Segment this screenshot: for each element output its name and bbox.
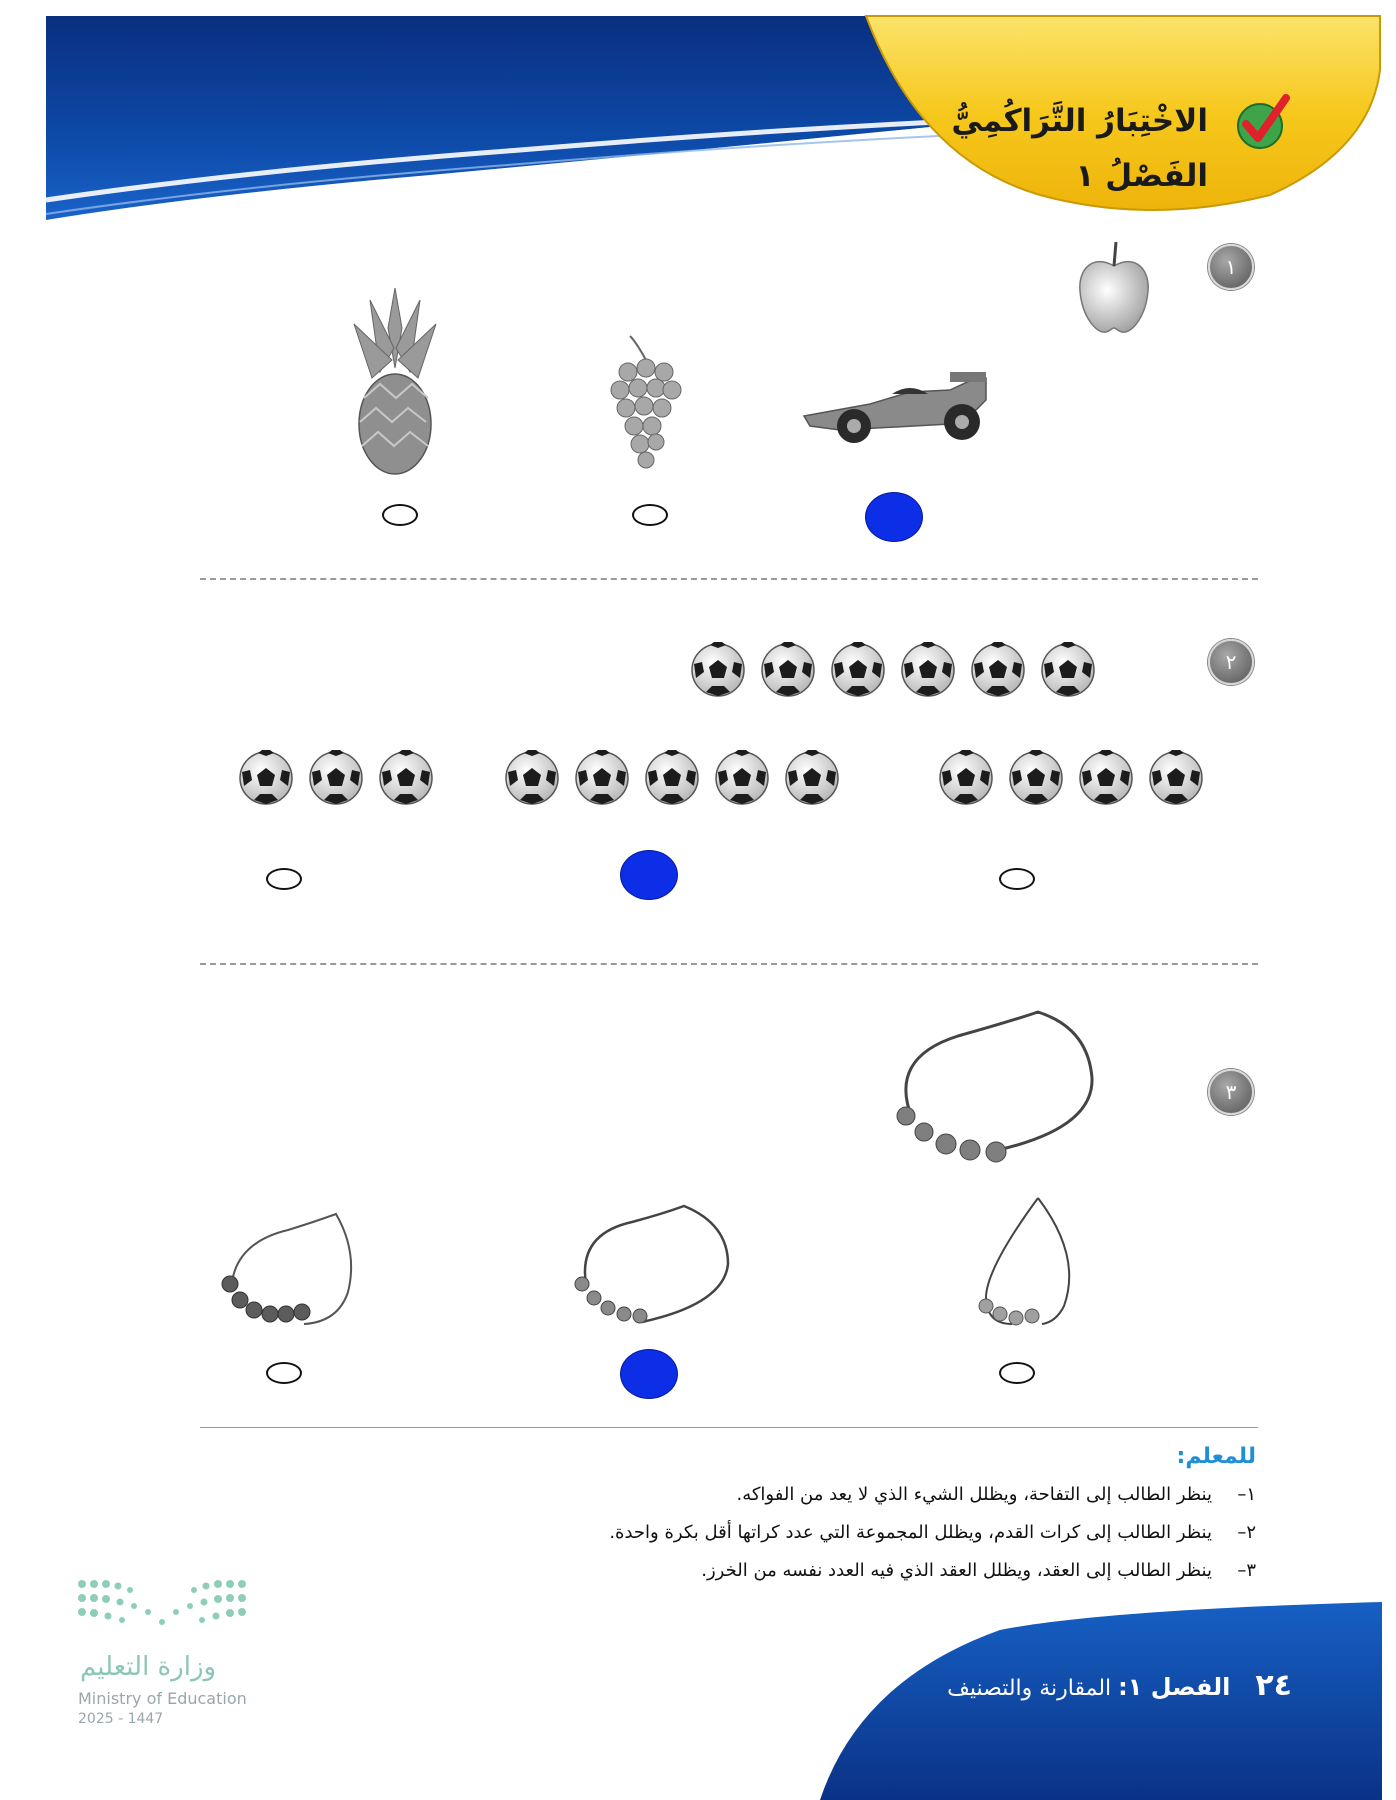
question-number-1: ١ [1208,244,1254,290]
option-a-soccer-ball-icon [1148,750,1204,806]
teacher-note-1 [736,1484,1256,1505]
pineapple-icon [350,288,440,478]
ministry-year: 2025 - 1447 [78,1711,164,1727]
option-b-soccer-ball-icon [504,750,560,806]
option-a-soccer-ball-icon [938,750,994,806]
prompt-soccer-ball-icon [690,642,746,698]
checkmark-icon [1232,92,1292,152]
teacher-note-3 [701,1560,1256,1581]
prompt-soccer-ball-icon [760,642,816,698]
answer-bubble-q2-c[interactable] [266,868,302,890]
race-car-icon [800,370,990,450]
prompt-soccer-ball-icon [1040,642,1096,698]
prompt-soccer-ball-icon [900,642,956,698]
teacher-note-number: ١– [1237,1484,1256,1505]
answer-bubble-q1-b[interactable] [632,504,668,526]
teacher-note-number: ٣– [1237,1560,1256,1581]
option-b-soccer-ball-icon [574,750,630,806]
answer-bubble-q1-c[interactable] [382,504,418,526]
test-title: الاخْتِبَارُ التَّرَاكُمِيُّ [951,103,1208,139]
answer-bubble-q2-a[interactable] [999,868,1035,890]
option-a-soccer-ball-icon [1008,750,1064,806]
ministry-name-ar: وزارة التعليم [80,1652,217,1682]
option-b-soccer-ball-icon [644,750,700,806]
section-divider [200,578,1258,580]
option-c-soccer-ball-icon [308,750,364,806]
prompt-soccer-ball-icon [830,642,886,698]
option-c-soccer-ball-icon [378,750,434,806]
teacher-note-2 [609,1522,1256,1543]
answer-bubble-q2-b[interactable] [620,850,678,900]
option-a-soccer-ball-icon [1078,750,1134,806]
notes-divider [200,1427,1258,1428]
teacher-note-text: ينظر الطالب إلى العقد، ويظلل العقد الذي فيه العدد نفسه من الخرز. [701,1560,1212,1581]
necklace-option-a-icon [972,1196,1082,1332]
answer-bubble-q3-b[interactable] [620,1349,678,1399]
page-number: ٢٤ [1255,1668,1292,1703]
chapter-title: المقارنة والتصنيف [947,1676,1112,1701]
ministry-name-en: Ministry of Education [78,1689,247,1708]
answer-bubble-q1-a[interactable] [865,492,923,542]
option-c-soccer-ball-icon [238,750,294,806]
question-number-3: ٣ [1208,1069,1254,1115]
answer-bubble-q3-c[interactable] [266,1362,302,1384]
question-number-2: ٢ [1208,639,1254,685]
teacher-notes-heading: للمعلم: [1176,1444,1256,1469]
teacher-note-text: ينظر الطالب إلى التفاحة، ويظلل الشيء الذي لا يعد من الفواكه. [736,1484,1212,1505]
necklace-option-c-icon [218,1212,354,1332]
chapter-label: الفصل ١: [1118,1673,1231,1701]
footer-chapter-info [947,1668,1292,1703]
chapter-subtitle: الفَصْلُ ١ [1075,158,1208,194]
teacher-note-text: ينظر الطالب إلى كرات القدم، ويظلل المجموعة التي عدد كراتها أقل بكرة واحدة. [609,1522,1212,1543]
section-divider [200,963,1258,965]
teacher-note-number: ٢– [1237,1522,1256,1543]
necklace-prompt-icon [888,1008,1098,1168]
necklace-option-b-icon [572,1204,736,1328]
apple-icon [1074,236,1154,336]
option-b-soccer-ball-icon [784,750,840,806]
prompt-soccer-ball-icon [970,642,1026,698]
option-b-soccer-ball-icon [714,750,770,806]
answer-bubble-q3-a[interactable] [999,1362,1035,1384]
grapes-icon [606,330,686,475]
ministry-logo-icon [76,1578,248,1638]
